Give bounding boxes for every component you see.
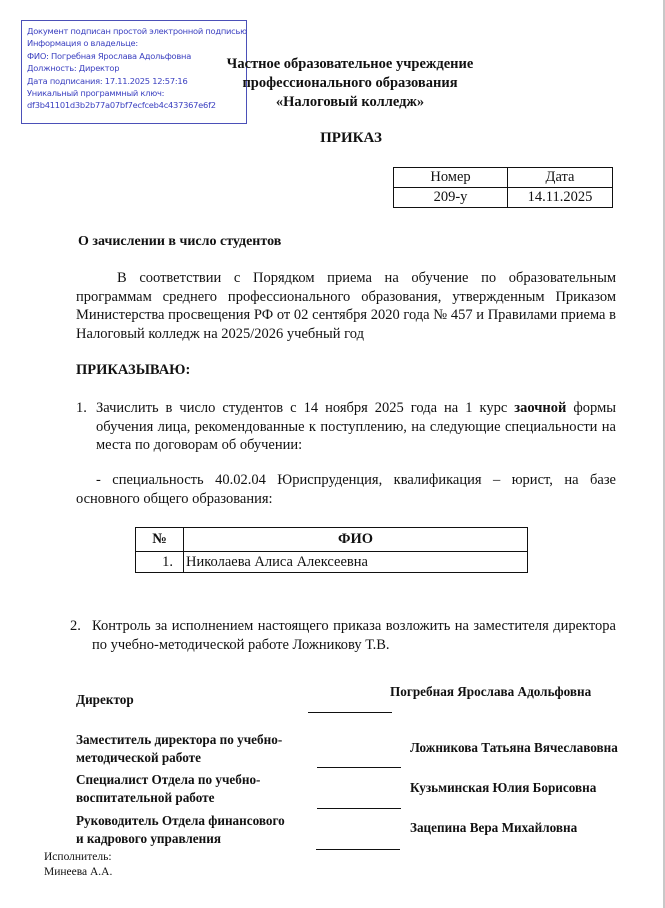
item-text: Контроль за исполнением настоящего приказа возложить на заместителя директора по учебно-методической работе Ложникову Т.В. [92, 618, 616, 653]
stamp-owner-position: Должность: Директор [27, 63, 120, 74]
signature-name-finance-head: Зацепина Вера Михайловна [410, 820, 578, 835]
org-line: Частное образовательное учреждение [226, 56, 474, 72]
item-number: 1. [76, 400, 87, 416]
organization-header [200, 55, 500, 112]
table-row [136, 552, 528, 573]
signature-name-specialist: Кузьминская Юлия Борисовна [410, 780, 597, 795]
signature-role-director: Директор [76, 692, 134, 707]
role-line: и кадрового управления [76, 831, 221, 846]
signature-line [317, 808, 401, 809]
student-number: 1. [136, 552, 184, 573]
item-text-part: формы обучения лица, рекомендованные к поступлению, на следующие специальности на места по договорам об обучении: [96, 400, 616, 453]
order-date-header: Дата [508, 168, 613, 188]
specialty-line: - специальность 40.02.04 Юриспруденция, квалификация – юрист, на базе основного общего образования: [76, 472, 616, 507]
role-line: Руководитель Отдела финансового [76, 813, 285, 828]
executor-label: Исполнитель: [44, 851, 112, 863]
stamp-sign-date: Дата подписания: 17.11.2025 12:57:16 [27, 75, 188, 86]
order-number-value: 209-у [394, 188, 508, 208]
document-title: ПРИКАЗ [320, 130, 382, 146]
signature-role-deputy [76, 731, 282, 767]
order-subject: О зачислении в число студентов [78, 234, 282, 249]
role-line: Заместитель директора по учебно- [76, 732, 283, 747]
stamp-line: Документ подписан простой электронной подписью [27, 26, 247, 36]
stamp-owner-name: ФИО: Погребная Ярослава Адольфовна [27, 50, 192, 61]
order-meta-header-row [394, 168, 613, 188]
signature-line [308, 712, 392, 713]
signature-line [317, 767, 401, 768]
order-date-value: 14.11.2025 [508, 188, 613, 208]
role-line: методической работе [76, 750, 201, 765]
order-directive: ПРИКАЗЫВАЮ: [76, 362, 191, 378]
signature-name-director: Погребная Ярослава Адольфовна [390, 684, 592, 699]
signature-role-finance-head [76, 812, 285, 848]
stamp-line: Информация о владельце: [27, 38, 138, 49]
item-text-bold: заочной [514, 400, 567, 416]
order-number-header: Номер [394, 168, 508, 188]
signature-role-specialist [76, 771, 260, 807]
item-text-part: Зачислить в число студентов с 14 ноября 2025 года на 1 курс [96, 400, 515, 416]
signature-name-deputy: Ложникова Татьяна Вячеславовна [410, 740, 618, 755]
role-line: воспитательной работе [76, 790, 215, 805]
preamble-paragraph: В соответствии с Порядком приема на обучение по образовательным программам среднего профессионального образования, утвержденным Приказом Министерства просвещения РФ от 02 сентября 2020 года № 457 и Правилами приема в Налоговый колледж на 2025/2026 учебный год [76, 270, 616, 342]
students-table [135, 527, 528, 573]
order-item-2 [70, 617, 616, 655]
executor-block [44, 850, 112, 880]
stamp-line: Уникальный программный ключ: [27, 88, 165, 99]
item-text [96, 399, 616, 455]
order-item-1 [76, 399, 616, 455]
stamp-key: df3b41101d3b2b77a07bf7ecfceb4c437367e6f2 [27, 100, 216, 111]
students-table-header [136, 528, 528, 552]
column-header-name: ФИО [184, 528, 528, 552]
order-meta-table [393, 167, 613, 208]
item-number: 2. [70, 618, 81, 634]
column-header-number: № [136, 528, 184, 552]
signature-line [316, 849, 400, 850]
role-line: Специалист Отдела по учебно- [76, 772, 261, 787]
org-name: «Налоговый колледж» [275, 94, 425, 110]
order-meta-value-row [394, 188, 613, 208]
executor-name: Минеева А.А. [44, 866, 113, 878]
org-line: профессионального образования [242, 75, 458, 91]
student-name: Николаева Алиса Алексеевна [184, 552, 528, 573]
